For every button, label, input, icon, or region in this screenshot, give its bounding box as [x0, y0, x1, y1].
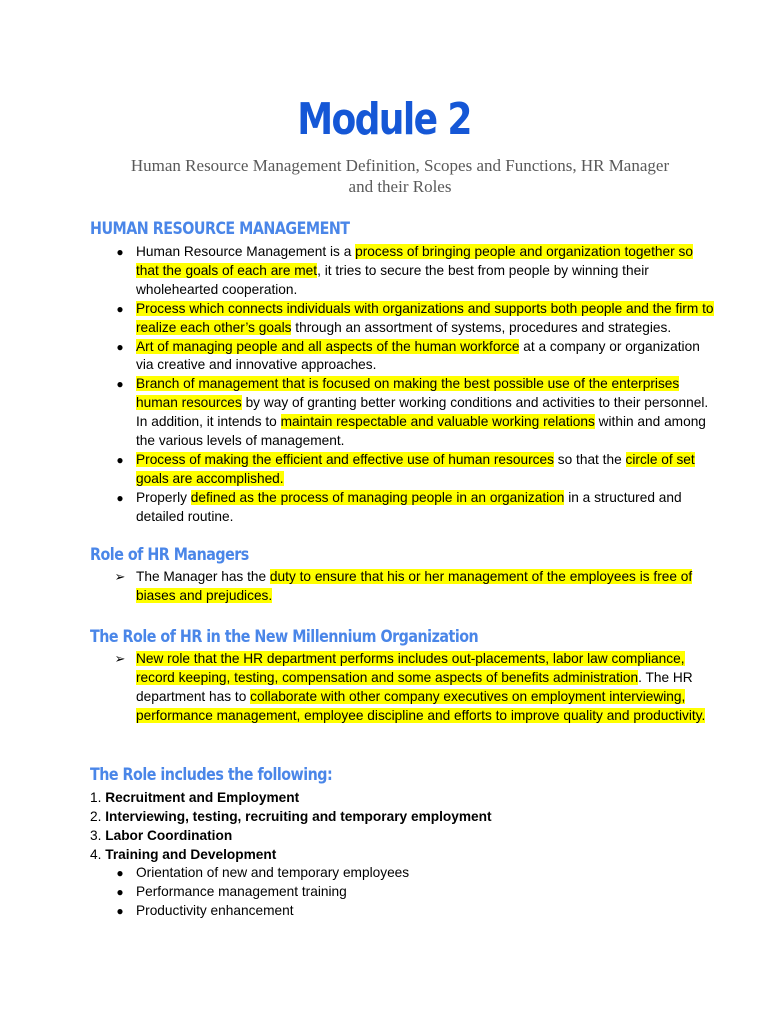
bullet-icon: ●	[116, 245, 124, 259]
bullet-icon: ●	[116, 452, 124, 467]
ordered-list-item	[90, 789, 730, 808]
highlighted-text: defined as the process of managing people in an organization	[190, 489, 565, 505]
section-heading-new-millennium: The Role of HR in the New Millennium Organization	[90, 627, 479, 647]
highlighted-text: Process which connects individuals with organizations and supports both people and the firm to realize each other’s goals	[136, 300, 714, 335]
body-text: Properly	[136, 489, 191, 505]
bullet-icon: ●	[116, 866, 124, 880]
bullet-icon: ●	[116, 301, 124, 316]
ordered-list-item	[90, 827, 730, 846]
item-label: Interviewing, testing, recruiting and temporary employment	[105, 808, 492, 824]
body-text: Performance management training	[136, 883, 347, 899]
new-millennium-role-list	[0, 650, 768, 726]
list-item	[0, 650, 768, 726]
highlighted-text: maintain respectable and valuable working relations	[280, 414, 595, 430]
item-number: 1.	[90, 790, 106, 805]
section-heading-role-includes: The Role includes the following:	[90, 765, 333, 785]
page-subtitle	[90, 155, 710, 197]
subtitle-line-2: and their Roles	[348, 177, 452, 196]
body-text: Orientation of new and temporary employees	[136, 865, 410, 880]
highlighted-text: process of bringing people and organization together so that the goals of each are met	[136, 244, 693, 278]
body-text: within and among the various levels of management.	[136, 414, 706, 449]
highlighted-text: duty to ensure that his or her management of the employees is free of biases and prejudices.	[136, 569, 693, 603]
bullet-icon: ●	[116, 339, 124, 354]
bullet-icon: ●	[116, 490, 124, 505]
list-item	[0, 864, 768, 883]
highlighted-text: New role that the HR department performs includes out-placements, labor law compliance, record keeping, testing, compensation and some aspects of benefits administration	[136, 651, 685, 685]
body-text: through an assortment of systems, procedures and strategies.	[291, 319, 672, 335]
ordered-list-item	[90, 808, 730, 827]
list-item	[0, 902, 768, 921]
body-text: by way of granting better working conditions and activities to their personnel. In addition, it intends to	[136, 395, 709, 430]
section-heading-hrm: HUMAN RESOURCE MANAGEMENT	[90, 219, 350, 239]
highlighted-text: Branch of management that is focused on making the best possible use of the enterprises human resources	[136, 376, 680, 411]
list-item	[0, 883, 768, 902]
bullet-icon: ●	[116, 903, 124, 918]
list-item	[0, 489, 768, 527]
item-number: 2.	[90, 808, 106, 824]
body-text: , it tries to secure the best from people by winning their wholehearted cooperation.	[136, 262, 649, 297]
list-item	[0, 451, 768, 489]
body-text: The Manager has the	[136, 569, 270, 584]
arrow-bullet-icon: ➢	[114, 569, 126, 584]
item-label: Training and Development	[105, 846, 277, 862]
body-text: in a structured and detailed routine.	[136, 489, 682, 524]
arrow-bullet-icon: ➢	[114, 651, 126, 666]
bullet-icon: ●	[116, 377, 124, 392]
training-sub-list	[0, 864, 768, 921]
bullet-icon: ●	[116, 884, 124, 899]
body-text: Productivity enhancement	[136, 902, 294, 918]
item-number: 4.	[90, 846, 106, 862]
item-number: 3.	[90, 827, 106, 843]
highlighted-text: Art of managing people and all aspects of the human workforce	[136, 338, 520, 354]
list-item	[0, 338, 768, 376]
item-label: Recruitment and Employment	[105, 790, 300, 805]
list-item	[0, 243, 768, 300]
list-item	[0, 375, 768, 451]
highlighted-text: Process of making the efficient and effective use of human resources	[136, 451, 554, 467]
body-text: at a company or organization via creative and innovative approaches.	[136, 338, 700, 373]
body-text: so that the	[553, 451, 626, 467]
page-title: Module 2	[297, 94, 471, 145]
highlighted-text: collaborate with other company executives on employment interviewing, performance management, employee discipline and efforts to improve quality and productivity.	[136, 688, 706, 723]
ordered-list-item	[90, 846, 730, 865]
highlighted-text: circle of set goals are accomplished.	[136, 451, 695, 486]
hr-managers-role-list	[0, 568, 768, 606]
section-heading-role-of-hr-managers: Role of HR Managers	[90, 545, 249, 565]
hrm-definition-list	[0, 243, 768, 527]
item-label: Labor Coordination	[105, 827, 233, 843]
list-item	[0, 568, 768, 606]
body-text: Human Resource Management is a	[136, 244, 356, 259]
subtitle-line-1: Human Resource Management Definition, Scopes and Functions, HR Manager	[130, 156, 670, 175]
body-text: . The HR department has to	[136, 669, 693, 704]
list-item	[0, 300, 768, 338]
role-includes-ordered-list	[90, 789, 730, 865]
